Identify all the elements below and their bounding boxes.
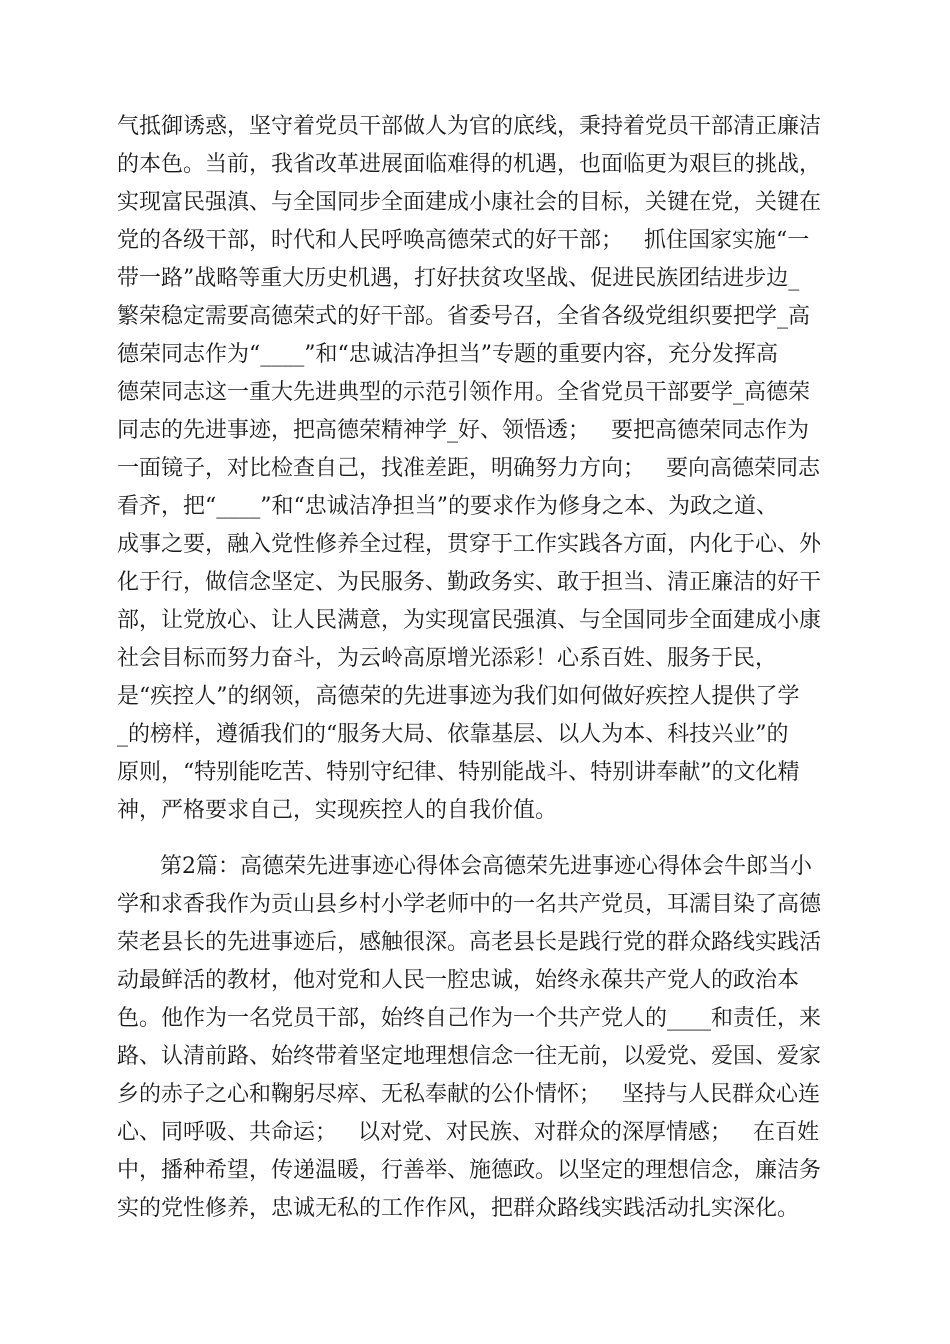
- paragraph-line: 实的党性修养，忠诚无私的工作作风，把群众路线实践活动扎实深化。: [117, 1196, 800, 1221]
- paragraph-line: 一面镜子，对比检查自己，找准差距，明确努力方向； 要向高德荣同志: [117, 456, 820, 481]
- paragraph-line: 成事之要，融入党性修养全过程，贯穿于工作实践各方面，内化于心、外: [117, 532, 822, 557]
- paragraph-line: 社会目标而努力奋斗，为云岭高原增光添彩！心系百姓、服务于民，: [117, 646, 778, 671]
- paragraph-line: 党的各级干部，时代和人民呼唤高德荣式的好干部； 抓住国家实施“一: [117, 228, 810, 253]
- paragraph-line: 乡的赤子之心和鞠躬尽瘁、无私奉献的公仆情怀； 坚持与人民群众心连: [117, 1082, 820, 1107]
- paragraph-line: 神，严格要求自己，实现疾控人的自我价值。: [117, 798, 558, 823]
- paragraph-line: 实现富民强滇、与全国同步全面建成小康社会的目标，关键在党，关键在: [117, 190, 822, 215]
- paragraph-line: 路、认清前路、始终带着坚定地理想信念一往无前，以爱党、爱国、爱家: [117, 1044, 822, 1069]
- paragraph-line: 的本色。当前，我省改革进展面临难得的机遇，也面临更为艰巨的挑战，: [117, 152, 822, 177]
- paragraph-line: 心、同呼吸、共命运； 以对党、对民族、对群众的深厚情感； 在百姓: [117, 1120, 819, 1145]
- paragraph-line: _的榜样，遵循我们的“服务大局、依靠基层、以人为本、科技兴业”的: [117, 722, 789, 747]
- paragraph-line: 中，播种希望，传递温暖，行善举、施德政。以坚定的理想信念，廉洁务: [117, 1158, 822, 1183]
- paragraph-line: 第2篇：高德荣先进事迹心得体会高德荣先进事迹心得体会牛郎当小: [160, 854, 812, 879]
- paragraph-line: 同志的先进事迹，把高德荣精神学_好、领悟透； 要把高德荣同志作为: [117, 418, 809, 443]
- paragraph-line: 学和求香我作为贡山县乡村小学老师中的一名共产党员，耳濡目染了高德: [117, 892, 822, 917]
- paragraph-line: 化于行，做信念坚定、为民服务、勤政务实、敢于担当、清正廉洁的好干: [117, 570, 822, 595]
- paragraph-line: 动最鲜活的教材，他对党和人民一腔忠诚，始终永葆共产党人的政治本: [117, 968, 800, 993]
- paragraph-line: 是“疾控人”的纲领，高德荣的先进事迹为我们如何做好疾控人提供了学: [117, 684, 800, 709]
- paragraph-line: 看齐，把“____”和“忠诚洁净担当”的要求作为修身之本、为政之道、: [117, 494, 778, 519]
- paragraph-line: 德荣同志这一重大先进典型的示范引领作用。全省党员干部要学_高德荣: [117, 380, 811, 405]
- paragraph-line: 原则，“特别能吃苦、特别守纪律、特别能战斗、特别讲奉献”的文化精: [117, 760, 800, 785]
- paragraph-line: 荣老县长的先进事迹后，感触很深。高老县长是践行党的群众路线实践活: [117, 930, 822, 955]
- paragraph-line: 带一路”战略等重大历史机遇，打好扶贫攻坚战、促进民族团结进步边_: [117, 266, 800, 291]
- paragraph-line: 色。他作为一名党员干部，始终自己作为一个共产党人的____和责任，来: [117, 1006, 822, 1031]
- paragraph-line: 气抵御诱惑，坚守着党员干部做人为官的底线，秉持着党员干部清正廉洁: [117, 114, 822, 139]
- paragraph-line: 德荣同志作为“____”和“忠诚洁净担当”专题的重要内容，充分发挥高: [117, 342, 778, 367]
- paragraph-line: 繁荣稳定需要高德荣式的好干部。省委号召，全省各级党组织要把学_高: [117, 304, 811, 329]
- paragraph-line: 部，让党放心、让人民满意，为实现富民强滇、与全国同步全面建成小康: [117, 608, 822, 633]
